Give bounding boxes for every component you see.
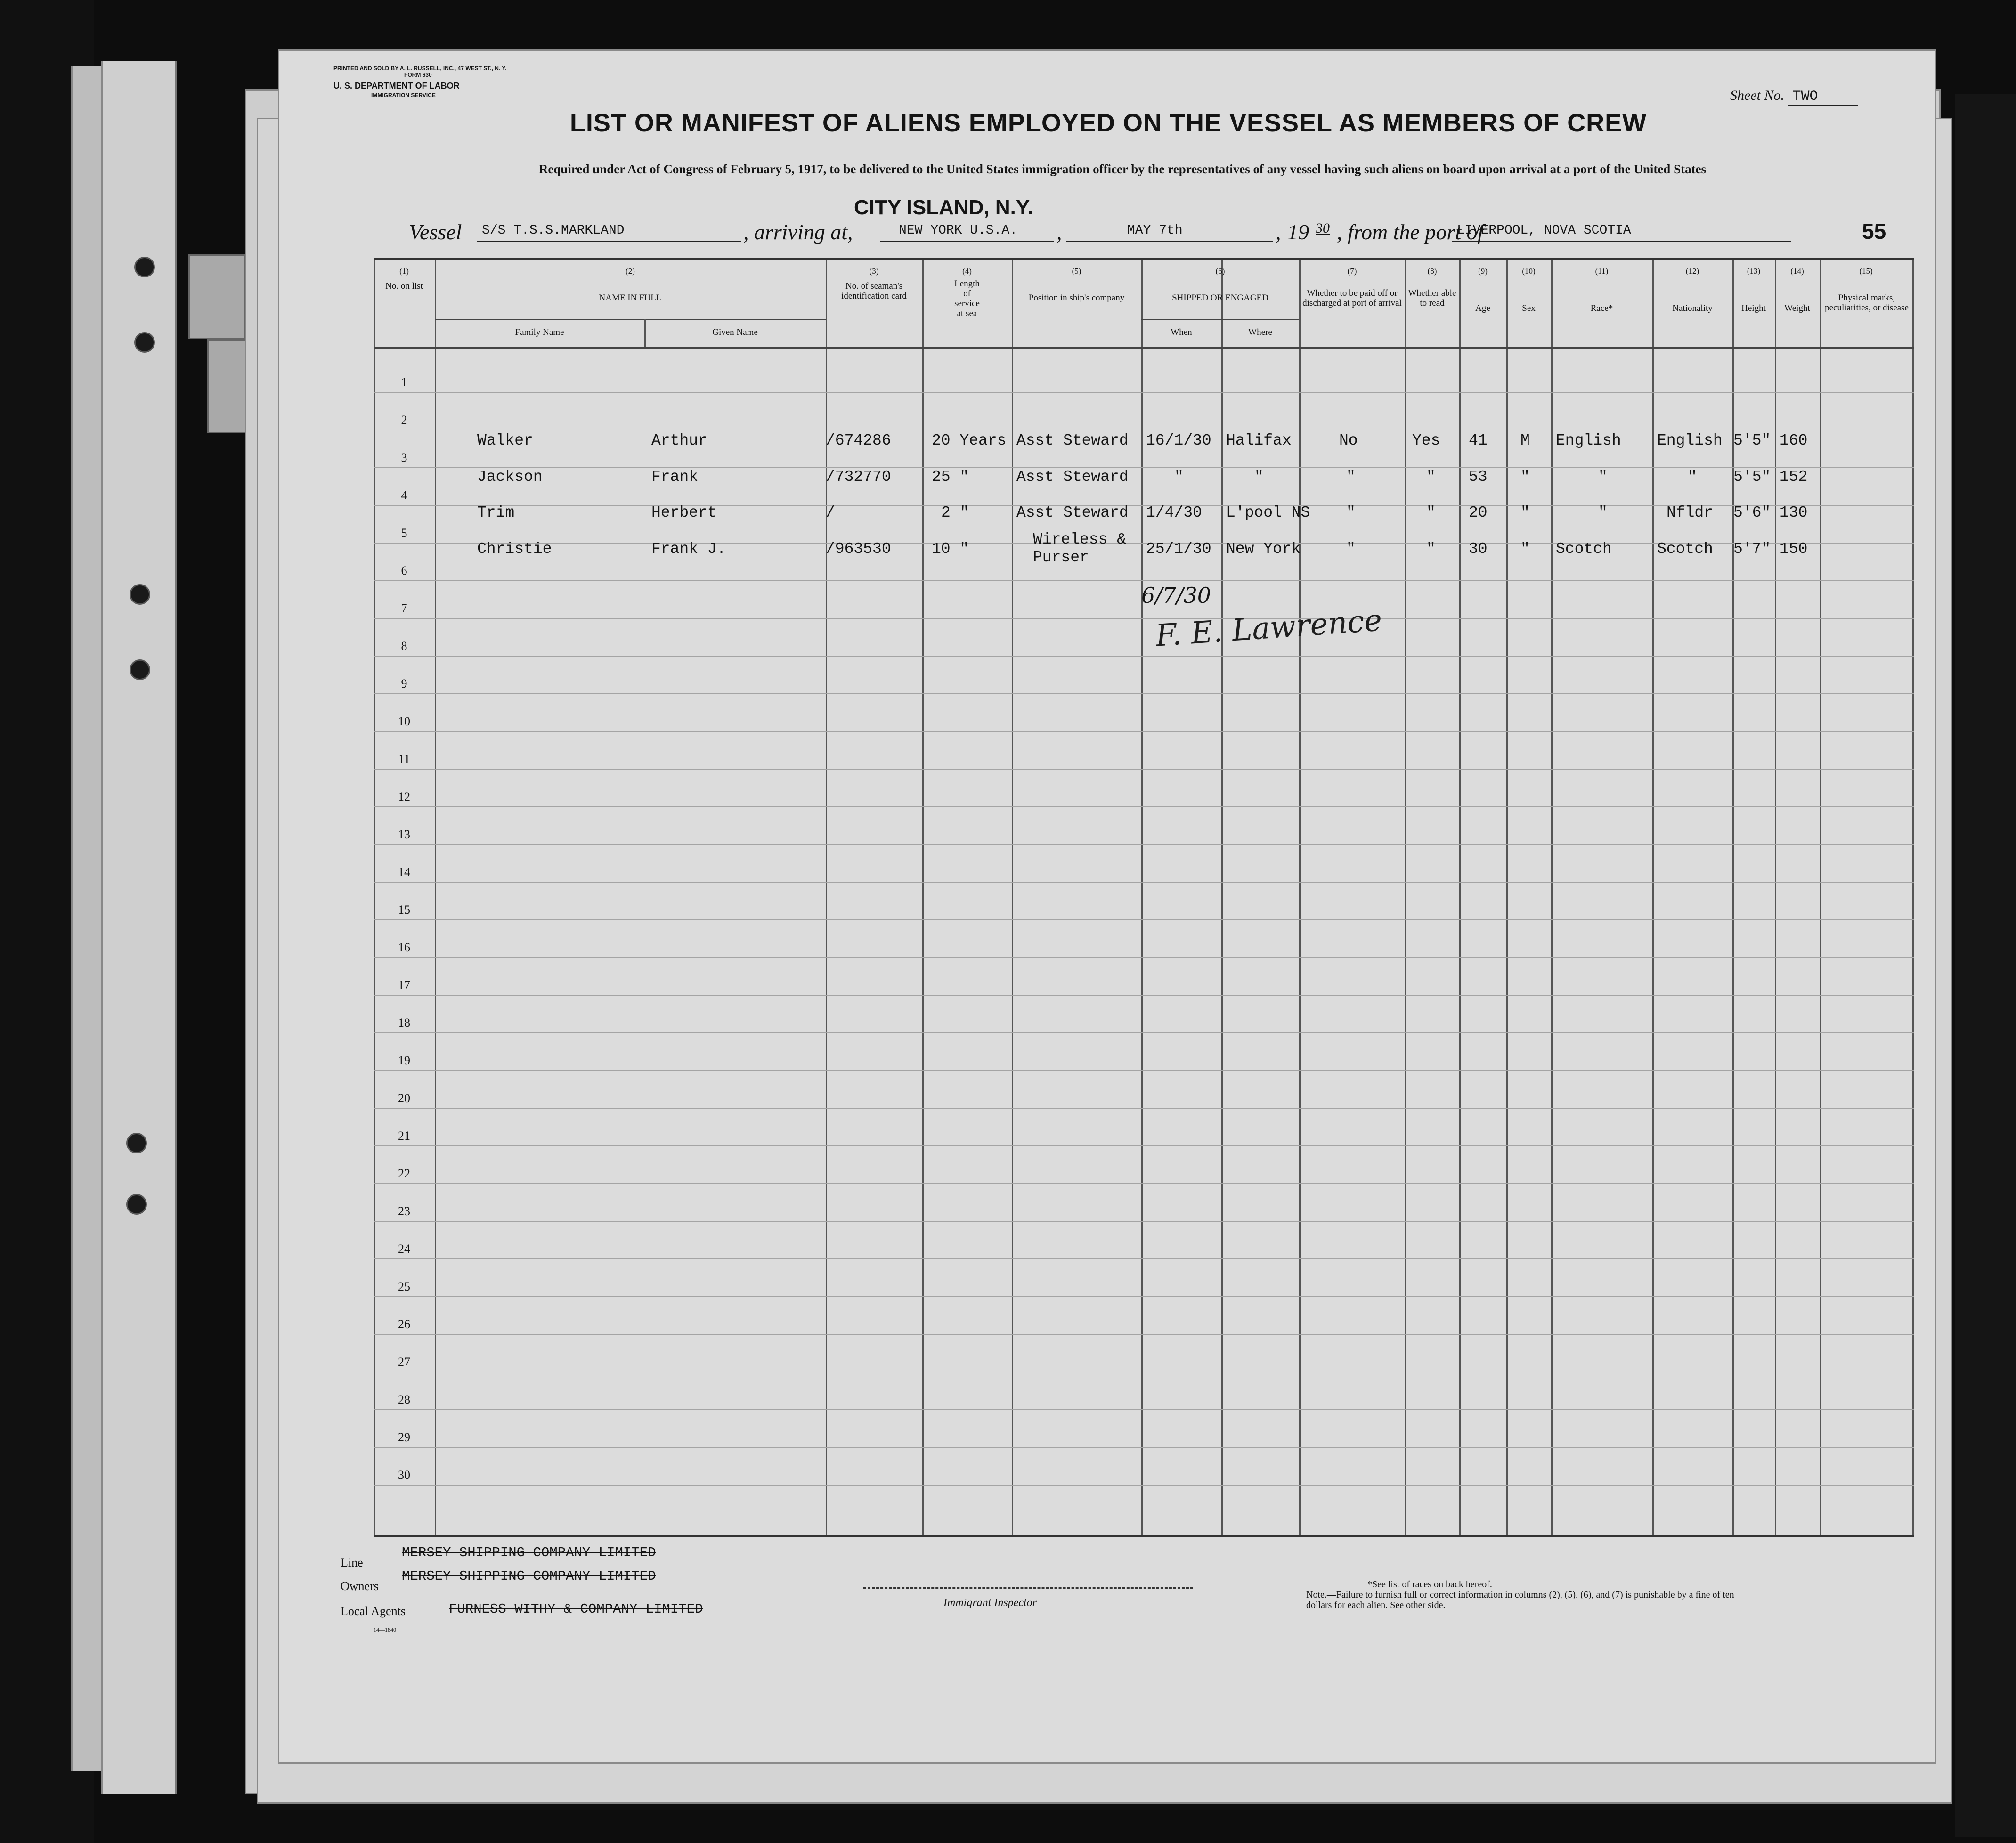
weight: 160: [1780, 432, 1808, 449]
service-length: 20 Years: [932, 432, 1007, 449]
row-rule: [374, 731, 1914, 732]
row-rule: [374, 1145, 1914, 1146]
binder-hole: [130, 584, 150, 605]
race: English: [1556, 432, 1621, 449]
id-card: /963530: [826, 540, 891, 558]
sex: ": [1520, 504, 1530, 521]
row-number: 17: [398, 978, 410, 992]
able-to-read: ": [1426, 468, 1436, 486]
col-number: (14): [1790, 267, 1804, 276]
row-rule: [374, 1221, 1914, 1222]
row-number: 7: [401, 601, 407, 615]
header-divider: [1141, 319, 1299, 320]
shipped-when: 1/4/30: [1146, 504, 1202, 521]
column-rule: [1459, 260, 1461, 1535]
shipped-where: Halifax: [1226, 432, 1292, 449]
header-family-name: Family Name: [515, 327, 564, 337]
header-paid-off: Whether to be paid off or discharged at port of arrival: [1302, 288, 1402, 308]
weight: 130: [1780, 504, 1808, 521]
race: Scotch: [1556, 540, 1612, 558]
row-rule: [374, 1070, 1914, 1071]
paper-scrap: [188, 254, 245, 339]
row-rule: [374, 1485, 1914, 1486]
position: Asst Steward: [1016, 432, 1129, 449]
row-rule: [374, 882, 1914, 883]
able-to-read: Yes: [1412, 432, 1440, 449]
form-number: FORM 630: [404, 72, 432, 78]
header-race: Race*: [1590, 303, 1613, 313]
shipped-when: 16/1/30: [1146, 432, 1211, 449]
age: 41: [1469, 432, 1488, 449]
row-number: 9: [401, 677, 407, 690]
family-name: Jackson: [477, 468, 543, 486]
family-name: Christie: [477, 540, 552, 558]
year-suffix: 30: [1316, 220, 1330, 236]
department-name: U. S. DEPARTMENT OF LABOR: [333, 81, 460, 90]
weight: 150: [1780, 540, 1808, 558]
row-number: 14: [398, 865, 410, 879]
column-rule: [1775, 260, 1776, 1535]
row-rule: [374, 656, 1914, 657]
row-rule: [374, 1258, 1914, 1259]
dark-background: [1955, 94, 2016, 1837]
sex: M: [1520, 432, 1530, 449]
footer-note: [1306, 1579, 1749, 1610]
header-height: Height: [1741, 303, 1766, 313]
line-field: [341, 1556, 363, 1570]
row-number: 1: [401, 375, 407, 389]
service-length: 10 ": [932, 540, 969, 558]
height: 5'6": [1733, 504, 1771, 521]
col-number: (7): [1347, 267, 1357, 276]
col-number: (4): [962, 267, 972, 276]
manifest-sheet: [278, 49, 1936, 1764]
header-where: Where: [1248, 327, 1272, 337]
col-number: (2): [626, 267, 635, 276]
from-label: , from the port of: [1337, 220, 1484, 244]
line-value: MERSEY SHIPPING COMPANY LIMITED: [402, 1545, 656, 1560]
form-title: LIST OR MANIFEST OF ALIENS EMPLOYED ON THE VESSEL AS MEMBERS OF CREW: [569, 109, 1647, 137]
row-number: 22: [398, 1167, 410, 1180]
column-rule: [922, 260, 924, 1535]
agents-field: [341, 1604, 406, 1618]
row-rule: [374, 844, 1914, 845]
column-rule: [1012, 260, 1013, 1535]
row-rule: [374, 919, 1914, 920]
header-name-in-full: NAME IN FULL: [599, 293, 662, 303]
row-number: 3: [401, 451, 407, 464]
row-number: 20: [398, 1091, 410, 1105]
arrival-date: MAY 7th: [1066, 223, 1273, 242]
form-subtitle: Required under Act of Congress of February 5, 1917, to be delivered to the United States immigration officer by the representatives of any vessel having such aliens on board upon arrival at a port of the United States: [538, 162, 1707, 176]
row-number: 13: [398, 828, 410, 841]
year-prefix: 19: [1287, 220, 1309, 244]
age: 30: [1469, 540, 1488, 558]
header-age: Age: [1475, 303, 1490, 313]
sex: ": [1520, 540, 1530, 558]
shipped-where: L'pool NS: [1226, 504, 1310, 521]
shipped-when: 25/1/30: [1146, 540, 1211, 558]
row-number: 29: [398, 1430, 410, 1444]
row-rule: [374, 1447, 1914, 1448]
binder-hole: [134, 332, 155, 353]
vessel-name: S/S T.S.S.MARKLAND: [477, 223, 741, 242]
header-when: When: [1171, 327, 1192, 337]
row-number: 5: [401, 526, 407, 540]
from-port: LIVERPOOL, NOVA SCOTIA: [1452, 223, 1791, 242]
header-weight: Weight: [1784, 303, 1810, 313]
vessel-line: [279, 219, 1936, 252]
owners-value: MERSEY SHIPPING COMPANY LIMITED: [402, 1568, 656, 1584]
row-number: 19: [398, 1054, 410, 1067]
sex: ": [1520, 468, 1530, 486]
header-id-card: No. of seaman's identification card: [841, 281, 907, 301]
row-number: 27: [398, 1355, 410, 1369]
header-rule: [374, 347, 1914, 349]
age: 20: [1469, 504, 1488, 521]
position: Wireless &: [1033, 531, 1127, 548]
nationality: English: [1657, 432, 1723, 449]
row-rule: [374, 1409, 1914, 1410]
age: 53: [1469, 468, 1488, 486]
paid-off: ": [1346, 540, 1356, 558]
nationality: Nfldr: [1666, 504, 1714, 521]
agents-value: FURNESS WITHY & COMPANY LIMITED: [449, 1601, 703, 1617]
column-rule: [1506, 260, 1508, 1535]
form-code: 14—1840: [374, 1626, 396, 1633]
row-rule: [374, 618, 1914, 619]
row-number: 23: [398, 1204, 410, 1218]
column-rule: [1299, 260, 1301, 1535]
service-length: 2 ": [941, 504, 969, 521]
row-number: 28: [398, 1393, 410, 1406]
penalty-note: Note.—Failure to furnish full or correct information in columns (2), (5), (6), and (7) is punishable by a fine of ten dollars for each alien. See other side.: [1306, 1590, 1734, 1610]
weight: 152: [1780, 468, 1808, 486]
column-rule: [1551, 260, 1553, 1535]
row-rule: [374, 1334, 1914, 1335]
handwritten-date: 6/7/30: [1141, 583, 1211, 608]
page-number: 55: [1862, 219, 1886, 244]
row-number: 11: [398, 752, 410, 766]
header-sex: Sex: [1522, 303, 1536, 313]
row-number: 12: [398, 790, 410, 804]
row-rule: [374, 995, 1914, 996]
line-label: Line: [341, 1556, 363, 1569]
given-name: Frank: [651, 468, 699, 486]
arriving-label: , arriving at,: [743, 220, 853, 244]
header-shipped: SHIPPED OR ENGAGED: [1172, 293, 1268, 303]
row-rule: [374, 580, 1914, 581]
row-rule: [374, 392, 1914, 393]
column-rule: [1912, 260, 1914, 1535]
inspector-label: Immigrant Inspector: [943, 1597, 1037, 1609]
printer-imprint: [333, 65, 506, 78]
row-number: 25: [398, 1280, 410, 1293]
row-rule: [374, 1183, 1914, 1184]
column-rule: [1221, 260, 1223, 1535]
nationality: Scotch: [1657, 540, 1713, 558]
shipped-where: New York: [1226, 540, 1301, 558]
paper-scrap: [207, 339, 250, 433]
height: 5'7": [1733, 540, 1771, 558]
row-number: 4: [401, 488, 407, 502]
row-rule: [374, 467, 1914, 468]
department-block: [333, 81, 460, 100]
sheet-number: [1730, 88, 1858, 106]
row-number: 8: [401, 639, 407, 653]
row-number: 2: [401, 413, 407, 427]
given-name: Frank J.: [651, 540, 726, 558]
position: Asst Steward: [1016, 468, 1129, 486]
paid-off: No: [1339, 432, 1358, 449]
col-number: (3): [869, 267, 879, 276]
binder-hole: [130, 659, 150, 680]
col-number: (10): [1522, 267, 1536, 276]
row-number: 24: [398, 1242, 410, 1256]
row-number: 16: [398, 941, 410, 954]
able-to-read: ": [1426, 504, 1436, 521]
row-number: 30: [398, 1468, 410, 1482]
height: 5'5": [1733, 468, 1771, 486]
header-no-on-list: No. on list: [385, 281, 423, 291]
paid-off: ": [1346, 504, 1356, 521]
height: 5'5": [1733, 432, 1771, 449]
header-position: Position in ship's company: [1028, 293, 1125, 303]
able-to-read: ": [1426, 540, 1436, 558]
header-physical-marks: Physical marks, peculiarities, or disease: [1825, 293, 1909, 313]
handwritten-signature: F. E. Lawrence: [1154, 603, 1383, 654]
binder-hole: [126, 1194, 147, 1215]
position-line-2: Purser: [1033, 549, 1089, 566]
paid-off: ": [1346, 468, 1356, 486]
row-rule: [374, 1032, 1914, 1033]
column-rule: [1820, 260, 1821, 1535]
column-rule: [826, 260, 827, 1535]
comma: ,: [1057, 220, 1062, 244]
id-card: /674286: [826, 432, 891, 449]
row-rule: [374, 693, 1914, 694]
race: ": [1598, 468, 1608, 486]
sheet-number-label: Sheet No.: [1730, 88, 1784, 103]
col-number: (13): [1747, 267, 1761, 276]
races-note: *See list of races on back hereof.: [1367, 1579, 1492, 1590]
given-name: Arthur: [651, 432, 707, 449]
row-number: 6: [401, 564, 407, 577]
row-number: 15: [398, 903, 410, 917]
row-number: 26: [398, 1317, 410, 1331]
port-stamp: CITY ISLAND, N.Y.: [854, 196, 1033, 219]
sheet-number-value: TWO: [1788, 89, 1858, 106]
service-name: IMMIGRATION SERVICE: [371, 92, 436, 98]
given-name: Herbert: [651, 504, 717, 521]
row-number: 21: [398, 1129, 410, 1143]
row-number: 18: [398, 1016, 410, 1030]
row-rule: [374, 1296, 1914, 1297]
position: Asst Steward: [1016, 504, 1129, 521]
col-number: (8): [1427, 267, 1437, 276]
owners-field: [341, 1579, 379, 1593]
col-number: (6): [1215, 267, 1225, 276]
agents-label: Local Agents: [341, 1604, 406, 1618]
race: ": [1598, 504, 1608, 521]
header-given-name: Given Name: [712, 327, 758, 337]
column-rule: [1141, 260, 1143, 1535]
col-number: (12): [1685, 267, 1699, 276]
column-rule: [1732, 260, 1734, 1535]
col-number: (15): [1859, 267, 1873, 276]
crew-table: [374, 258, 1914, 1537]
arriving-at: NEW YORK U.S.A.: [880, 223, 1054, 242]
family-name: Walker: [477, 432, 533, 449]
comma: ,: [1276, 220, 1281, 244]
header-length-service: Length of service at sea: [954, 279, 980, 318]
printer-line: PRINTED AND SOLD BY A. L. RUSSELL, INC., 47 WEST ST., N. Y.: [333, 65, 507, 72]
id-card: /732770: [826, 468, 891, 486]
col-number: (9): [1478, 267, 1488, 276]
column-rule: [1405, 260, 1406, 1535]
col-number: (5): [1072, 267, 1081, 276]
binder-strip: [101, 61, 177, 1794]
row-rule: [374, 806, 1914, 807]
row-rule: [374, 957, 1914, 958]
shipped-where: ": [1254, 468, 1264, 486]
header-divider: [435, 319, 826, 320]
binder-hole: [126, 1133, 147, 1153]
owners-label: Owners: [341, 1579, 379, 1593]
column-rule: [1652, 260, 1654, 1535]
binder-hole: [134, 257, 155, 277]
service-length: 25 ": [932, 468, 969, 486]
inspector-signature-line: [863, 1587, 1193, 1589]
column-rule: [435, 260, 436, 1535]
row-number: 10: [398, 714, 410, 728]
vessel-label: Vessel: [409, 220, 462, 244]
header-able-read: Whether able to read: [1408, 288, 1456, 308]
header-nationality: Nationality: [1672, 303, 1713, 313]
col-number: (1): [399, 267, 409, 276]
col-number: (11): [1595, 267, 1609, 276]
row-rule: [374, 769, 1914, 770]
id-card: /: [826, 504, 835, 521]
nationality: ": [1688, 468, 1697, 486]
shipped-when: ": [1174, 468, 1184, 486]
family-name: Trim: [477, 504, 515, 521]
row-rule: [374, 1108, 1914, 1109]
